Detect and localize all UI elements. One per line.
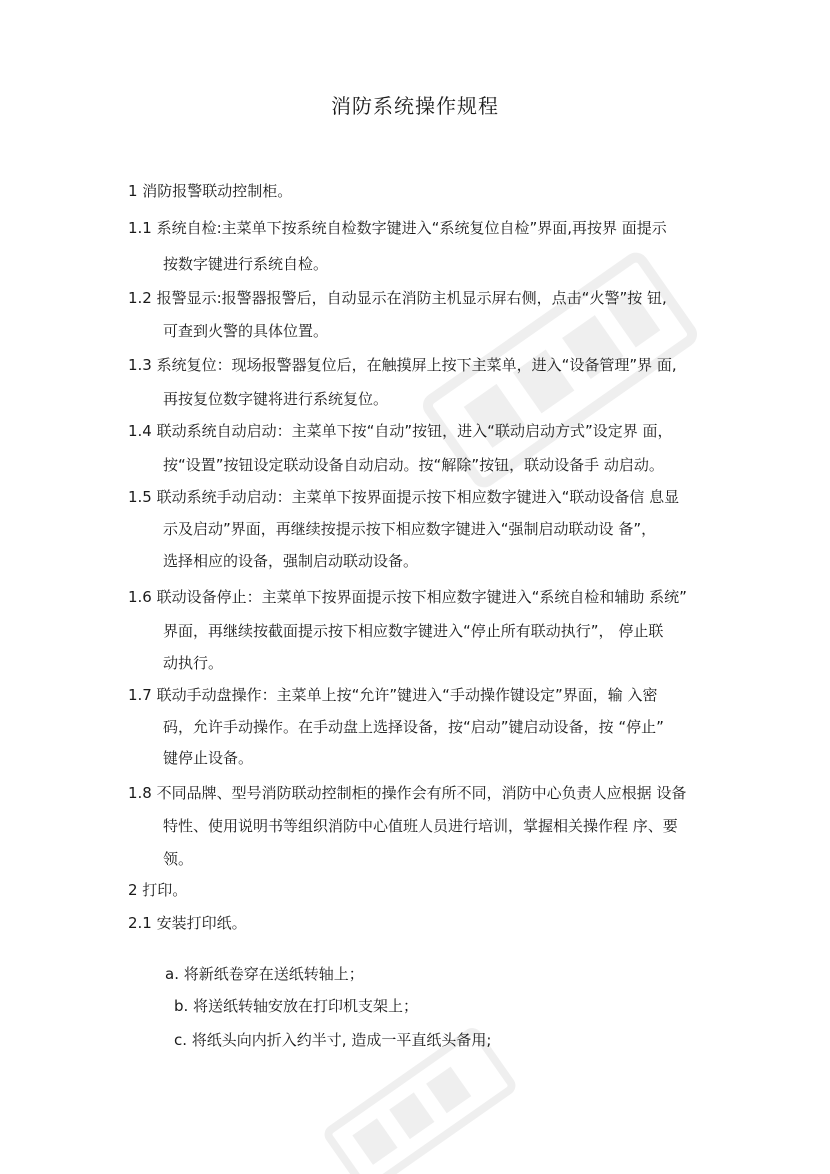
- item-1-7-line-3: 键停止设备。: [163, 749, 254, 767]
- item-1-6-line-2: 界面，再继续按截面提示按下相应数字键进入“停止所有联动执行”， 停止联: [163, 622, 664, 640]
- item-1-1-line-1: 1.1 系统自检:主菜单下按系统自检数字键进入“系统复位自检”界面,再按界 面提示: [128, 219, 667, 237]
- item-1-1-line-2: 按数字键进行系统自检。: [163, 255, 329, 273]
- step-c: c. 将纸头向内折入约半寸, 造成一平直纸头备用;: [174, 1031, 492, 1049]
- item-1-3-line-1: 1.3 系统复位：现场报警器复位后，在触摸屏上按下主菜单，进入“设备管理”界 面,: [128, 356, 677, 374]
- item-2-1: 2.1 安装打印纸。: [128, 914, 247, 932]
- heading-1: 1 消防报警联动控制柜。: [128, 182, 293, 200]
- item-1-7-line-1: 1.7 联动手动盘操作：主菜单上按“允许”键进入“手动操作键设定”界面，输 入密: [128, 686, 658, 704]
- item-1-8-line-3: 领。: [163, 850, 194, 868]
- page-title: 消防系统操作规程: [331, 94, 499, 118]
- item-1-5-line-1: 1.5 联动系统手动启动：主菜单下按界面提示按下相应数字键进入“联动设备信 息显: [128, 488, 680, 506]
- item-1-4-line-1: 1.4 联动系统自动启动：主菜单下按“自动”按钮，进入“联动启动方式”设定界 面，: [128, 422, 673, 440]
- item-1-8-line-1: 1.8 不同品牌、型号消防联动控制柜的操作会有所不同，消防中心负责人应根据 设备: [128, 784, 687, 802]
- step-a: a. 将新纸卷穿在送纸转轴上；: [165, 965, 364, 983]
- item-1-2-line-1: 1.2 报警显示:报警器报警后，自动显示在消防主机显示屏右侧，点击“火警”按 钮,: [128, 289, 667, 307]
- step-b: b. 将送纸转轴安放在打印机支架上；: [174, 997, 419, 1015]
- item-1-2-line-2: 可查到火警的具体位置。: [163, 322, 329, 340]
- item-1-6-line-3: 动执行。: [163, 654, 224, 672]
- item-1-6-line-1: 1.6 联动设备停止：主菜单下按界面提示按下相应数字键进入“系统自检和辅助 系统”: [128, 588, 687, 606]
- item-1-8-line-2: 特性、使用说明书等组织消防中心值班人员进行培训，掌握相关操作程 序、要: [163, 817, 678, 835]
- item-1-5-line-3: 选择相应的设备，强制启动联动设备。: [163, 552, 419, 570]
- heading-2: 2 打印。: [128, 881, 188, 899]
- item-1-5-line-2: 示及启动”界面，再继续按提示按下相应数字键进入“强制启动联动设 备”，: [163, 520, 657, 538]
- item-1-3-line-2: 再按复位数字键将进行系统复位。: [163, 390, 389, 408]
- item-1-7-line-2: 码，允许手动操作。在手动盘上选择设备，按“启动”键启动设备，按 “停止”: [163, 718, 664, 736]
- item-1-4-line-2: 按“设置”按钮设定联动设备自动启动。按“解除”按钮，联动设备手 动启动。: [163, 456, 664, 474]
